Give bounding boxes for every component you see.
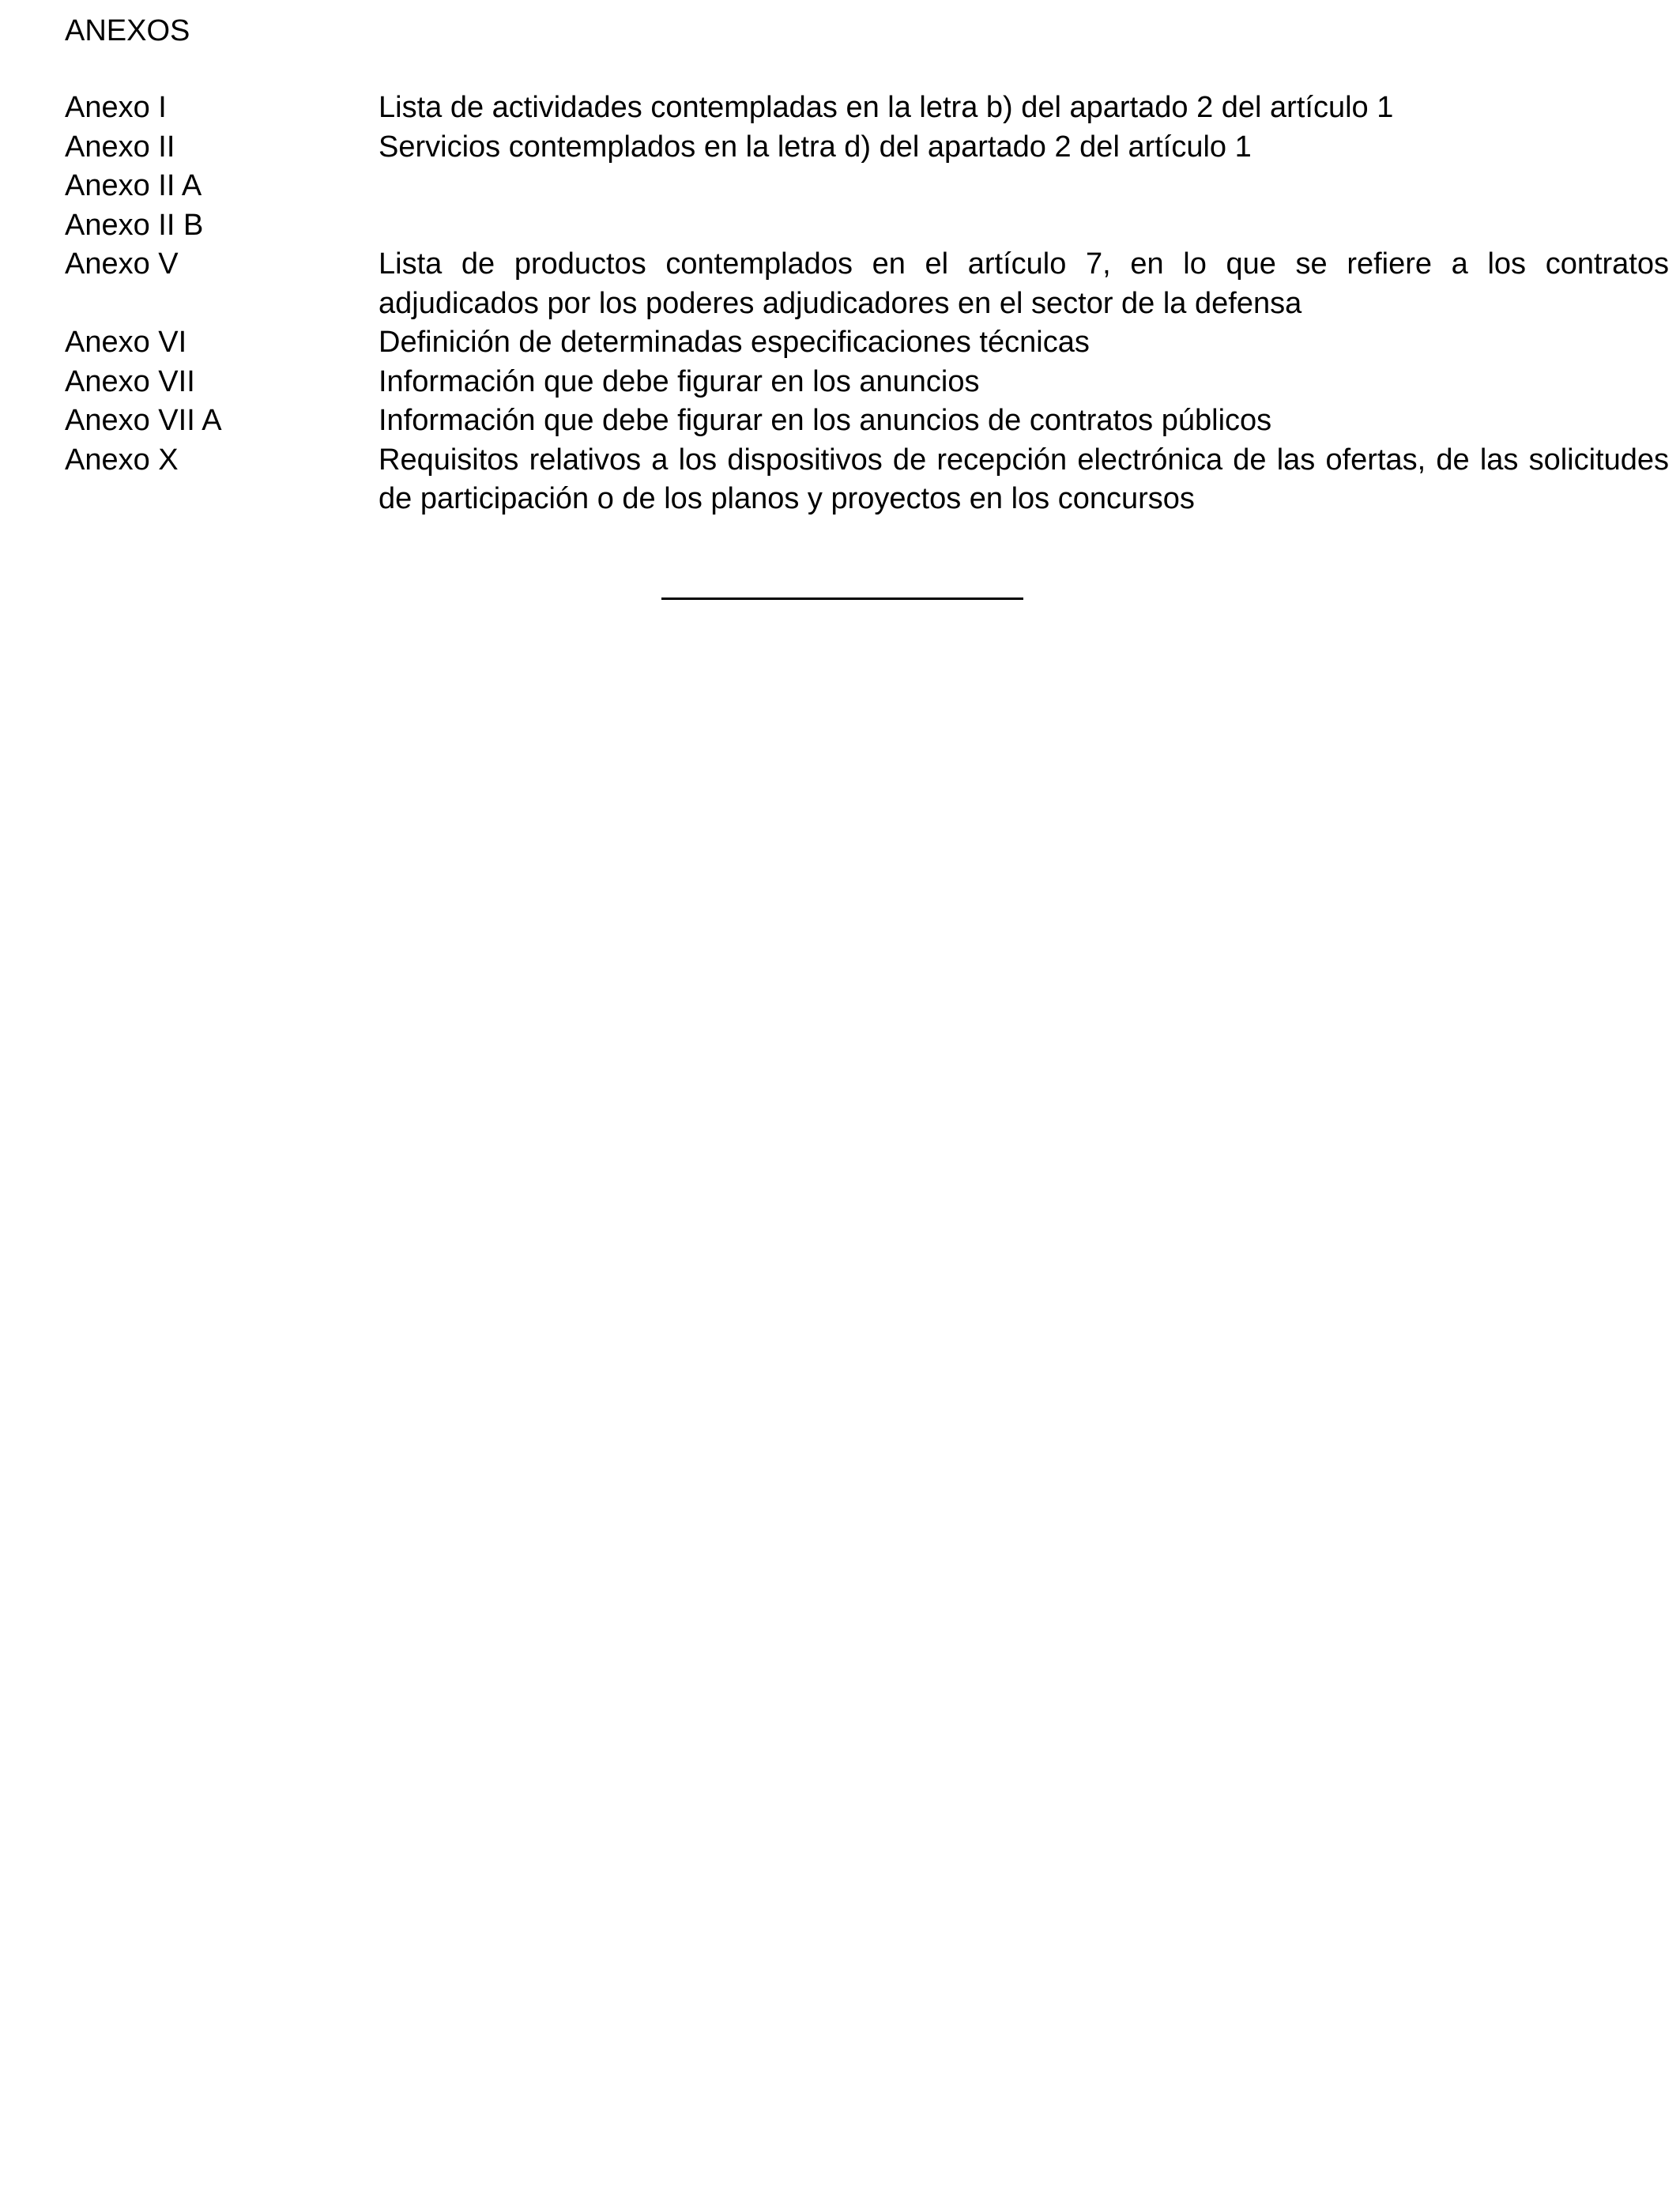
annex-description xyxy=(379,206,1669,246)
annex-description: Servicios contemplados en la letra d) del apartado 2 del artículo 1 xyxy=(379,130,1252,164)
annex-code: Anexo II xyxy=(65,130,175,164)
annex-code: Anexo VI xyxy=(65,326,187,359)
annex-description: Información que debe figurar en los anuncios de contratos públicos xyxy=(379,404,1272,437)
annex-description: Lista de productos contemplados en el artículo 7, en lo que se refiere a los contratos adjudicados por los poderes adjudicadores en el sector de la defensa xyxy=(379,247,1669,320)
annex-row xyxy=(65,363,1669,402)
annex-row xyxy=(65,401,1669,441)
annex-code: Anexo X xyxy=(65,443,179,477)
annex-row xyxy=(65,128,1669,168)
annex-row xyxy=(65,441,1669,519)
annex-description: Información que debe figurar en los anuncios xyxy=(379,364,980,398)
annex-row xyxy=(65,206,1669,246)
annex-list xyxy=(65,89,1669,519)
annex-description xyxy=(379,167,1669,206)
annex-row xyxy=(65,323,1669,363)
annex-code: Anexo VII xyxy=(65,364,195,398)
annex-row xyxy=(65,245,1669,323)
annex-code: Anexo II A xyxy=(65,169,202,202)
page-title: ANEXOS xyxy=(65,14,190,47)
section-divider xyxy=(661,598,1023,600)
annex-row xyxy=(65,89,1669,128)
annex-code: Anexo I xyxy=(65,91,167,124)
annex-description: Requisitos relativos a los dispositivos de recepción electrónica de las ofertas, de las solicitudes de participación o de los planos y proyectos en los concursos xyxy=(379,443,1669,515)
annex-description: Definición de determinadas especificaciones técnicas xyxy=(379,326,1090,359)
annex-code: Anexo VII A xyxy=(65,404,222,437)
annex-description: Lista de actividades contempladas en la letra b) del apartado 2 del artículo 1 xyxy=(379,91,1394,124)
annex-code: Anexo II B xyxy=(65,208,204,242)
annex-row xyxy=(65,167,1669,206)
annex-code: Anexo V xyxy=(65,247,179,281)
